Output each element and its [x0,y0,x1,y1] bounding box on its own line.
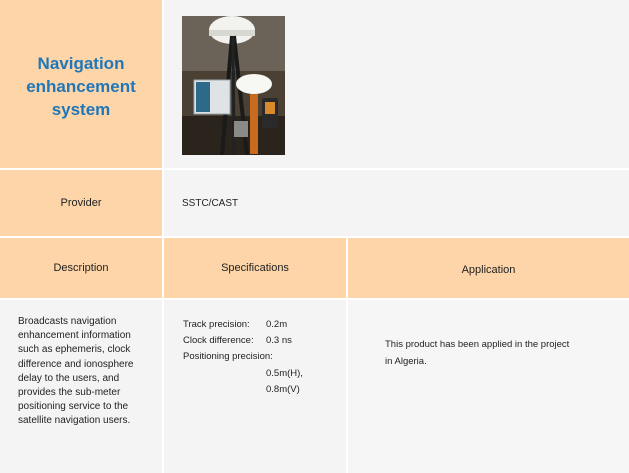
description-cell [0,300,162,473]
positioning-precision-label: Positioning precision: [183,351,273,362]
gnss-receiver-equipment-photo [182,16,285,155]
description-text: Broadcasts navigation enhancement information such as ephemeris, clock difference and ionosphere delay to the users, and provides the sub-meter positioning service to the satellite navigation users. [18,316,134,427]
description-header: Description [0,238,162,298]
provider-value: SSTC/CAST [164,170,629,236]
clock-difference-label: Clock difference: [183,335,254,346]
track-precision-value: 0.2m [266,319,288,330]
positioning-precision-v: 0.8m(V) [266,384,300,395]
track-precision-label: Track precision: [183,319,250,330]
provider-label: Provider [0,170,162,236]
equipment-photo [182,16,285,155]
specifications-cell [164,300,346,473]
title-cell [0,0,162,168]
application-header: Application [348,238,629,298]
application-text: This product has been applied in the project in Algeria. [385,339,570,367]
positioning-precision-h: 0.5m(H), [266,368,303,379]
specifications-header: Specifications [164,238,346,298]
application-cell [348,300,629,473]
product-title: Navigation enhancement system [26,53,136,119]
clock-difference-value: 0.3 ns [266,335,292,346]
